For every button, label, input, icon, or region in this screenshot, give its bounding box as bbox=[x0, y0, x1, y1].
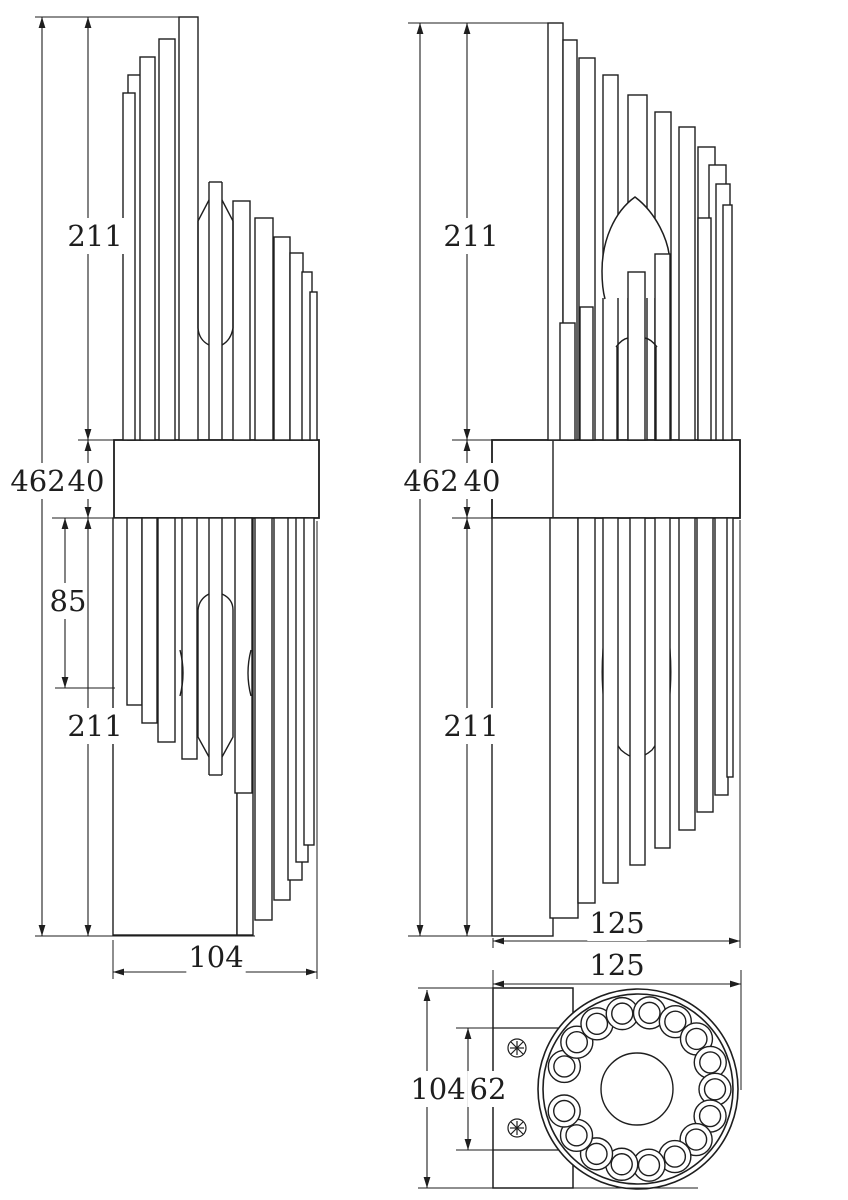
side-upper-rods bbox=[123, 17, 317, 440]
dimension-label: 62 bbox=[469, 1072, 507, 1106]
plan-center-circle bbox=[601, 1053, 673, 1125]
dimension-label: 40 bbox=[463, 464, 501, 498]
dimension-label: 125 bbox=[589, 948, 645, 982]
dimension bbox=[66, 440, 107, 518]
dimension bbox=[48, 518, 89, 688]
dimension bbox=[401, 23, 460, 936]
dimension-label: 211 bbox=[443, 219, 499, 253]
dimension-label: 211 bbox=[443, 709, 499, 743]
dimension-label: 125 bbox=[589, 906, 645, 940]
side-lower-rods bbox=[113, 518, 314, 935]
dimension-label: 462 bbox=[403, 464, 459, 498]
dimension bbox=[113, 939, 317, 975]
dimension bbox=[408, 990, 467, 1188]
dimension-label: 104 bbox=[410, 1072, 466, 1106]
dimension bbox=[493, 947, 741, 987]
dimension-label: 85 bbox=[49, 584, 87, 618]
dimension bbox=[8, 17, 67, 936]
dimension-label: 211 bbox=[67, 219, 123, 253]
dimension-label: 40 bbox=[67, 464, 105, 498]
dimension-label: 211 bbox=[67, 709, 123, 743]
front-lower-rods bbox=[492, 518, 733, 936]
dimension-label: 462 bbox=[10, 464, 66, 498]
dimension bbox=[65, 17, 124, 440]
dimension-label: 104 bbox=[188, 940, 244, 974]
dimension bbox=[441, 23, 500, 440]
